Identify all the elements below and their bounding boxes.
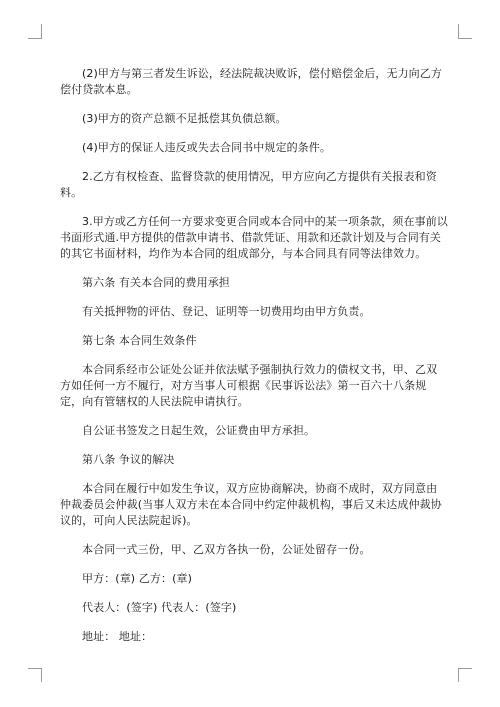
signature-line-seal: 甲方：(章) 乙方：(章) (82, 572, 192, 585)
paragraph-clause-3: (3)甲方的资产总额不足抵偿其负债总额。 (82, 112, 287, 125)
crop-mark-bottom-left-horizontal (28, 668, 42, 669)
crop-mark-bottom-left-vertical (41, 668, 42, 682)
section-heading-article-8: 第八条 争议的解决 (82, 453, 175, 466)
paragraph-clause-4: (4)甲方的保证人违反或失去合同书中规定的条件。 (82, 141, 331, 154)
crop-mark-top-left-horizontal (28, 38, 42, 39)
paragraph-contract-change: 3.甲方或乙方任何一方要求变更合同或本合同中的某一项条款，须在事前以书面形式通.甲方提供的借款申请书、借款凭证、用款和还款计划及与合同有关的其它书面材料，均作为本合同的组成部分，与本合同具有同等法律效力。 (60, 215, 448, 260)
signature-line-representative: 代表人：(签字) 代表人：(签字) (82, 601, 237, 614)
section-heading-article-6: 第六条 有关本合同的费用承担 (82, 276, 230, 289)
section-heading-article-7: 第七条 本合同生效条件 (82, 334, 197, 347)
paragraph-enforcement: 本合同系经市公证处公证并依法赋予强制执行效力的债权文书，甲、乙双方如任何一方不履行，对方当事人可根据《民事诉讼法》第一百六十八条规定，向有管辖权的人民法院申请执行。 (60, 363, 438, 408)
crop-mark-bottom-right-horizontal (458, 668, 472, 669)
crop-mark-bottom-right-vertical (458, 668, 459, 682)
paragraph-effective-date: 自公证书签发之日起生效，公证费由甲方承担。 (82, 424, 316, 437)
crop-mark-top-right-horizontal (458, 38, 472, 39)
paragraph-dispute-resolution: 本合同在履行中如发生争议，双方应协商解决，协商不成时，双方同意由仲裁委员会仲裁(当事人双方未在本合同中约定仲裁机构，事后又未达成仲裁协议的，可向人民法院起诉)。 (60, 482, 442, 527)
paragraph-costs: 有关抵押物的评估、登记、证明等一切费用均由甲方负责。 (82, 305, 371, 318)
crop-mark-top-right-vertical (458, 24, 459, 38)
paragraph-inspection-right: 2.乙方有权检查、监督贷款的使用情况，甲方应向乙方提供有关报表和资料。 (60, 170, 437, 199)
paragraph-copies: 本合同一式三份，甲、乙双方各执一份，公证处留存一份。 (82, 543, 371, 556)
crop-mark-top-left-vertical (41, 24, 42, 38)
paragraph-clause-2: (2)甲方与第三者发生诉讼，经法院裁决败诉，偿付赔偿金后，无力向乙方偿付贷款本息。 (60, 67, 442, 96)
signature-line-address: 地址： 地址： (82, 630, 153, 643)
document-body (60, 66, 448, 658)
